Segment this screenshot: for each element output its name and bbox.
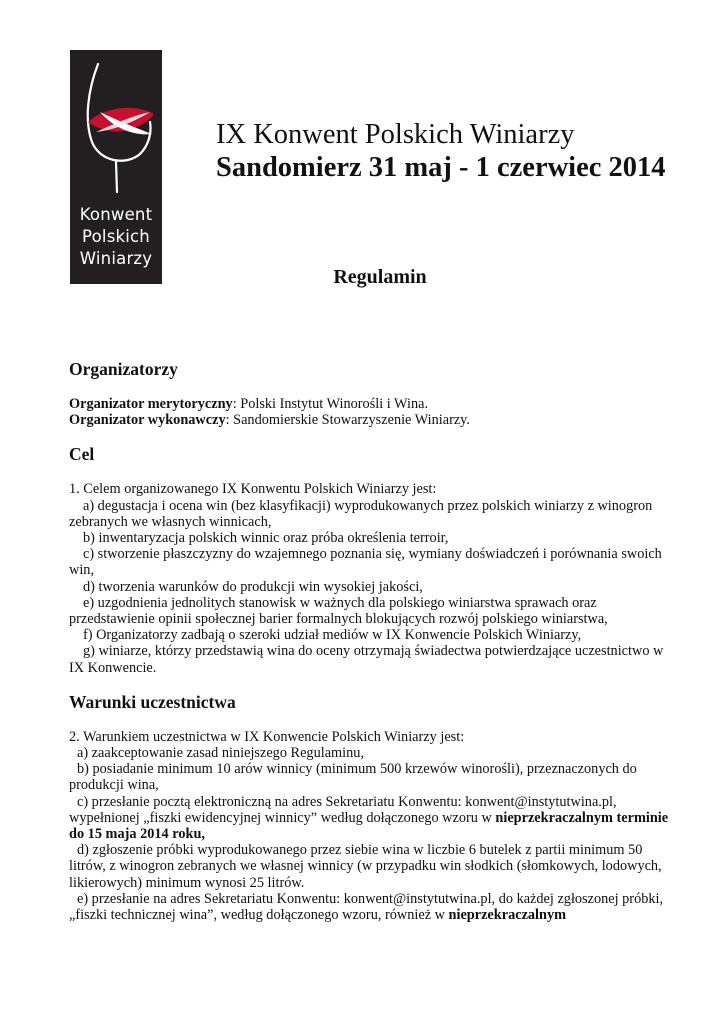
document-title: Regulamin	[333, 266, 427, 288]
document-body	[69, 358, 669, 923]
warunki-item-e	[69, 891, 669, 923]
warunki-item-e-text: e) przesłanie na adres Sekretariatu Konwentu: konwent@instytutwina.pl, do każdej zgłoszonej próbki, „fiszki technicznej wina”, według dołączonego wzoru, również w	[69, 890, 664, 924]
cel-item-g: g) winiarze, którzy przedstawią wina do oceny otrzymają świadectwa potwierdzające uczestnictwo w IX Konwencie.	[69, 643, 664, 676]
warunki-item-e-bold: nieprzekraczalnym	[448, 907, 567, 924]
organizer-wykonawczy-value: : Sandomierskie Stowarzyszenie Winiarzy.	[225, 412, 470, 429]
cel-intro: 1. Celem organizowanego IX Konwentu Polskich Winiarzy jest:	[69, 481, 437, 498]
page-title: IX Konwent Polskich Winiarzy	[216, 119, 575, 150]
organizer-wykonawczy-label: Organizator wykonawczy	[69, 412, 226, 429]
cel-item-b: b) inwentaryzacja polskich winnic oraz próba określenia terroir,	[83, 530, 449, 547]
section-heading-cel: Cel	[69, 444, 95, 465]
logo-line-1: Konwent	[79, 205, 153, 224]
konwent-logo	[70, 50, 162, 284]
organizer-merytoryczny-value: : Polski Instytut Winorośli i Wina.	[232, 396, 429, 412]
page-subtitle: Sandomierz 31 maj - 1 czerwiec 2014	[216, 152, 666, 183]
warunki-item-c-deadline: nieprzekraczalnym terminie do 15 maja 2014 roku,	[69, 809, 669, 843]
warunki-item-a: a) zaakceptowanie zasad niniejszego Regulaminu,	[77, 745, 365, 762]
logo-line-2: Polskich	[82, 227, 150, 246]
cel-item-e: e) uzgodnienia jednolitych stanowisk w ważnych dla polskiego winiarstwa sprawach oraz przedstawienie opinii społecznej barier formalnych blokujących rozwój polskiego winiarstwa,	[69, 594, 608, 628]
warunki-intro: 2. Warunkiem uczestnictwa w IX Konwencie Polskich Winiarzy jest:	[69, 728, 465, 745]
organizer-merytoryczny	[69, 396, 669, 412]
wine-glass-icon	[70, 50, 162, 210]
section-heading-organizatorzy: Organizatorzy	[69, 359, 178, 379]
organizer-merytoryczny-label: Organizator merytoryczny	[69, 396, 233, 412]
warunki-item-c-text: c) przesłanie pocztą elektroniczną na adres Sekretariatu Konwentu: konwent@instytutwina.pl, wypełnionej „fiszki ewidencyjnej winnicy” według dołączonego wzoru w	[69, 793, 617, 826]
section-heading-warunki: Warunki uczestnictwa	[69, 691, 236, 712]
logo-line-3: Winiarzy	[79, 249, 153, 268]
organizer-wykonawczy	[69, 412, 669, 428]
cel-item-a: a) degustacja i ocena win (bez klasyfikacji) wyprodukowanych przez polskich winiarzy z winogron zebranych we własnych winnicach,	[69, 497, 653, 530]
warunki-item-b: b) posiadanie minimum 10 arów winnicy (minimum 500 krzewów winorośli), przeznaczonych do produkcji wina,	[69, 761, 637, 794]
warunki-item-d: d) zgłoszenie próbki wyprodukowanego przez siebie wina w liczbie 6 butelek z partii minimum 50 litrów, z winogron zebranych we własnej winnicy (w przypadku win słodkich (słomkowych, lodowych, likierowych) minimum wynosi 25 litrów.	[69, 842, 662, 891]
cel-item-f: f) Organizatorzy zadbają o szeroki udział mediów w IX Konwencie Polskich Winiarzy,	[83, 627, 582, 644]
warunki-item-c	[69, 794, 669, 843]
cel-item-d: d) tworzenia warunków do produkcji win wysokiej jakości,	[83, 578, 423, 595]
cel-item-c: c) stworzenie płaszczyzny do wzajemnego poznania się, wymiany doświadczeń i porównania swoich win,	[69, 546, 662, 579]
